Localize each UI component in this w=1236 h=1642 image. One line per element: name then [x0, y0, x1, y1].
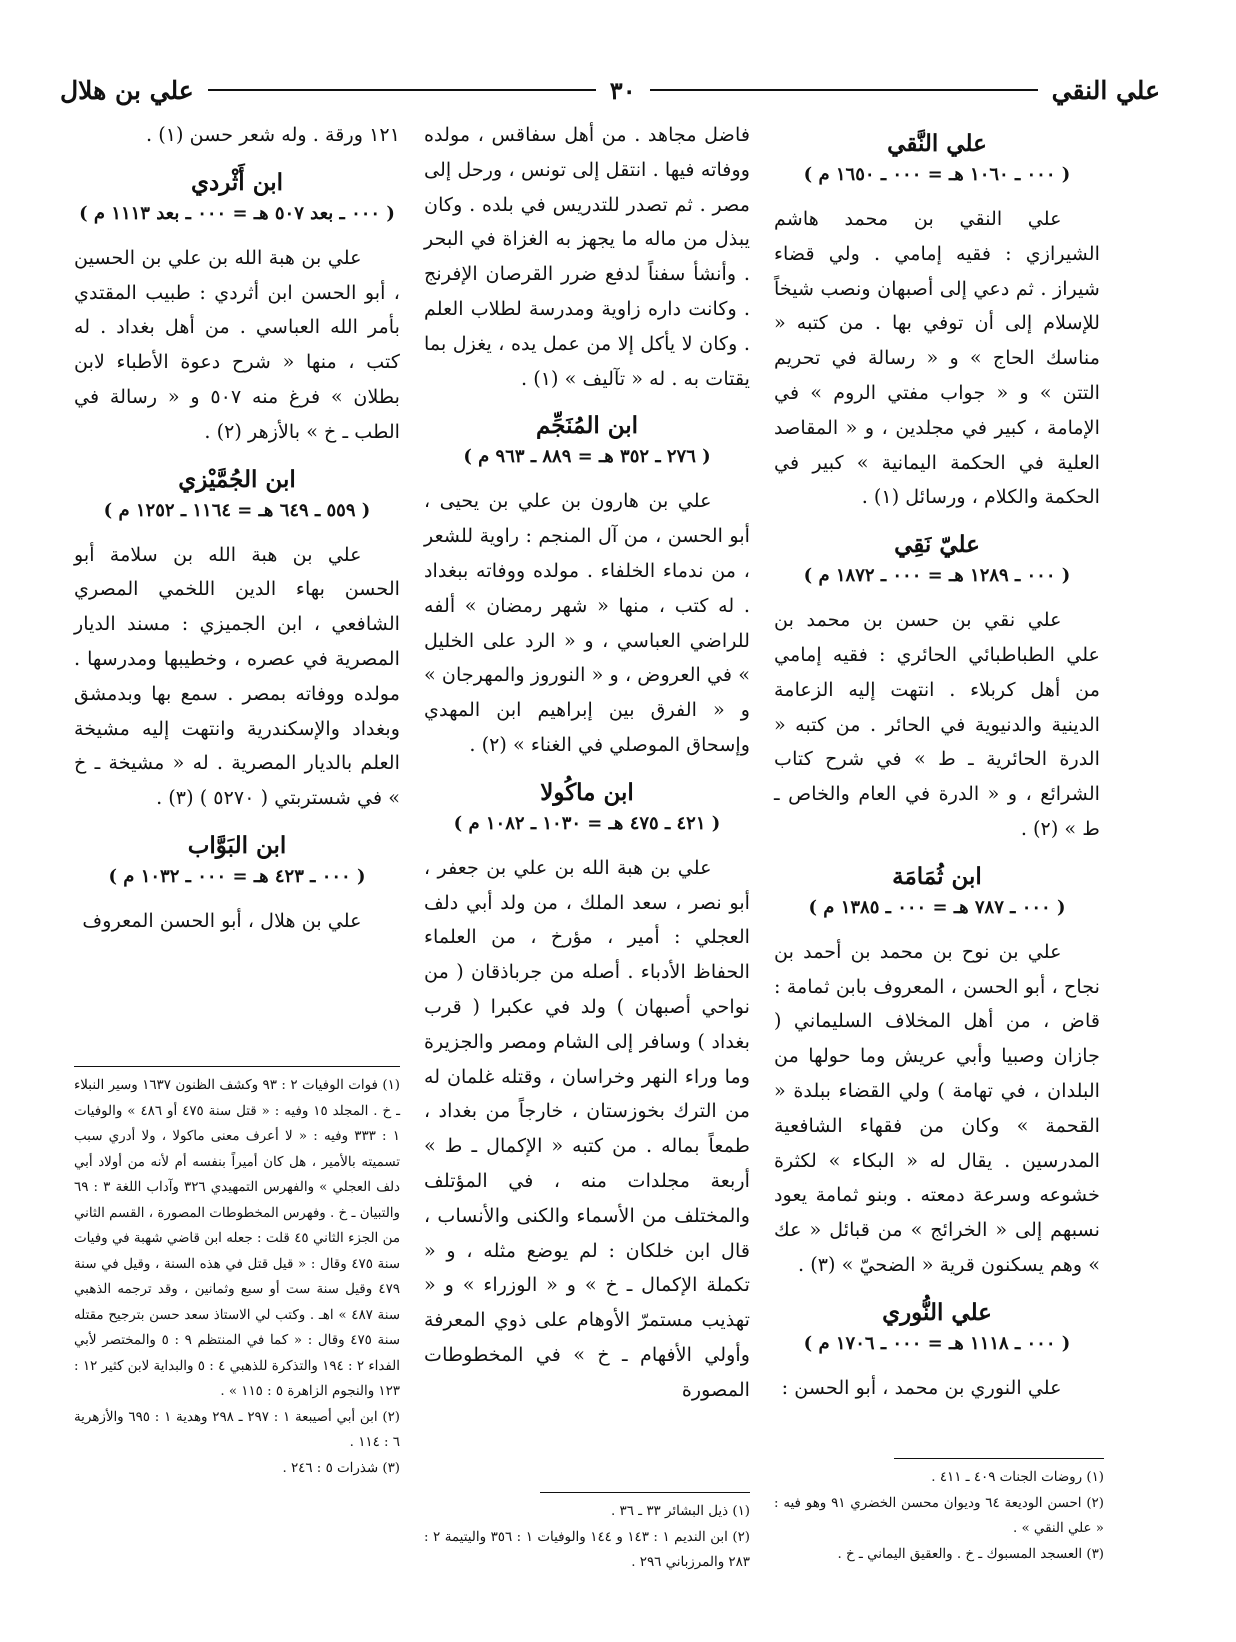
footnote: (٣) العسجد المسبوك ـ خ . والعقيق اليماني ـ خ .: [837, 1546, 1104, 1562]
page-number: ٣٠: [609, 75, 636, 105]
entry-title: ابن ثُمَامَة: [892, 862, 982, 890]
footnote: (١) ذيل البشائر ٣٣ ـ ٣٦ .: [611, 1504, 750, 1519]
entry-title: ابن المُنَجِّم: [535, 412, 639, 440]
entry-text: علي بن هبة الله بن علي بن الحسين ، أبو الحسن ابن أثردي : طبيب المقتدي بأمر الله العباسي . من أهل بغداد . له كتب ، منها « شرح دعوة الأطباء لابن بطلان » فرغ منه ٥٠٧ و « رسالة في الطب ـ خ » بالأزهر (٢) .: [74, 245, 400, 443]
entry-title: علي النَّقي: [887, 130, 987, 157]
entry-dates: ( ٠٠٠ ـ بعد ٥٠٧ هـ = ٠٠٠ ـ بعد ١١١٣ م ): [79, 202, 395, 224]
entry-dates: ( ٥٥٩ ـ ٦٤٩ هـ = ١١٦٤ ـ ١٢٥٢ م ): [103, 499, 371, 521]
footnote: (١) فوات الوفيات ٢ : ٩٣ وكشف الظنون ١٦٣٧ وسير النبلاء ـ خ . المجلد ١٥ وفيه : « قتل سنة ٤٧٥ أو ٤٨٦ » والوفيات ١ : ٣٣٣ وفيه : « لا أعرف معنى ماكولا ، ولا أدري سبب تسميته بالأمير ، هل كان أميراً بنفسه أم لأنه من أولاد أبي دلف العجلي » والفهرس التمهيدي ٣٢٦ وآداب اللغة ٣ : ٦٩ والتبيان ـ خ . وفهرس المخطوطات المصورة ، القسم الثاني من الجزء الثاني ٤٥ قلت : جعله ابن قاضي شهبة في وفيات سنة ٤٧٥ وقال : « قيل قتل في هذه السنة ، وقيل في سنة ٤٧٩ وقيل سنة ست أو سبع وثمانين ، وقد ترجمه الذهبي سنة ٤٨٧ » اهـ . وكتب لي الاستاذ سعد حسن بترجيح مقتله سنة ٤٧٥ وقال : « كما في المنتظم ٩ : ٥ والمختصر لأبي الفداء ٢ : ١٩٤ والتذكرة للذهبي ٤ : ٥ والبداية لابن كثير ١٢ : ١٢٣ والنجوم الزاهرة ٥ : ١١٥ » .: [74, 1078, 401, 1399]
entry-text: علي بن هبة الله بن سلامة أبو الحسن بهاء الدين اللخمي المصري الشافعي ، ابن الجميزي : مسند الديار المصرية في عصره ، وخطيبها ومدرسها . مولده ووفاته بمصر . سمع بها وبدمشق وبغداد والإسكندرية وانتهت إليه مشيخة العلم بالديار المصرية . له « مشيخة ـ خ » في شستربتي ( ٥٢٧٠ ) (٣) .: [74, 542, 400, 810]
footnotes-middle: [424, 1482, 750, 1576]
entry-title: علي النُّوري: [882, 1298, 992, 1326]
entry-dates: ( ٢٧٦ ـ ٣٥٢ هـ = ٨٨٩ ـ ٩٦٣ م ): [463, 446, 711, 468]
entry-dates: ( ٠٠٠ ـ ١١١٨ هـ = ٠٠٠ ـ ١٧٠٦ م ): [803, 1332, 1071, 1354]
entry-dates: ( ٠٠٠ ـ ٤٢٣ هـ = ٠٠٠ ـ ١٠٣٢ م ): [108, 865, 366, 887]
entry-text: علي بن هارون بن علي بن يحيى ، أبو الحسن ، من آل المنجم : راوية للشعر ، من ندماء الخلفاء . مولده ووفاته ببغداد . له كتب ، منها « شهر رمضان » ألفه للراضي العباسي ، و « الرد على الخليل » في العروض ، و « النوروز والمهرجان » و « الفرق بين إبراهيم ابن المهدي وإسحاق الموصلي في الغناء » (٢) .: [424, 489, 750, 756]
header-rule-right: [650, 89, 1038, 91]
entry-continuation: ١٢١ ورقة . وله شعر حسن (١) .: [146, 123, 400, 146]
footnotes-right: [774, 1448, 1104, 1567]
entry-title: عليّ نَقِي: [894, 531, 980, 559]
footnote: (٢) احسن الوديعة ٦٤ وديوان محسن الخضري ٩١ وهو فيه : « علي النقي » .: [774, 1495, 1104, 1536]
header-rule-left: [208, 89, 596, 91]
entry-dates: ( ٠٠٠ ـ ١٢٨٩ هـ = ٠٠٠ ـ ١٨٧٢ م ): [803, 565, 1071, 587]
left-column: [74, 118, 400, 953]
footnote-divider: [74, 1066, 400, 1067]
footnote: (١) روضات الجنات ٤٠٩ ـ ٤١١ .: [931, 1470, 1104, 1485]
right-column: [774, 118, 1100, 1420]
entry-dates: ( ٠٠٠ ـ ١٠٦٠ هـ = ٠٠٠ ـ ١٦٥٠ م ): [803, 164, 1071, 185]
entry-title: ابن البَوَّاب: [187, 831, 287, 859]
middle-column: [424, 118, 750, 1422]
entry-title: ابن ماكُولا: [540, 778, 634, 806]
footnote: (٢) ابن أبي أصيبعة ١ : ٢٩٧ ـ ٢٩٨ وهدية ١ : ٦٩٥ والأزهرية ٦ : ١١٤ .: [74, 1409, 401, 1450]
header-right-title: علي النقي: [1051, 75, 1160, 105]
header-left-title: علي بن هلال: [60, 75, 194, 105]
entry-continuation: فاضل مجاهد . من أهل سفاقس ، مولده ووفاته فيها . انتقل إلى تونس ، ورحل إلى مصر . ثم تصدر للتدريس في بلده . وكان يبذل من ماله ما يجهز به الغزاة في البحر . وأنشأ سفناً لدفع ضرر القرصان الإفرنج . وكانت داره زاوية ومدرسة لطلاب العلم . وكان لا يأكل إلا من عمل يده ، يغزل بما يقتات به . له « تآليف » (١) .: [424, 123, 750, 390]
footnotes-left: [74, 1056, 400, 1481]
entry-text: علي بن نوح بن محمد بن أحمد بن نجاح ، أبو الحسن ، المعروف بابن ثمامة : قاض ، من أهل المخلاف السليماني ( جازان وصبيا وأبي عريش وما حولها من البلدان ، في تهامة ) ولي القضاء ببلدة « القحمة » وكان من فقهاء الشافعية المدرسين . يقال له « البكاء » لكثرة خشوعه وسرعة دمعته . وبنو ثمامة يعود نسبهم إلى « الخرائج » من قبائل « عك » وهم يسكنون قرية « الضحيّ » (٣) .: [774, 939, 1100, 1276]
entry-dates: ( ٠٠٠ ـ ٧٨٧ هـ = ٠٠٠ ـ ١٣٨٥ م ): [808, 896, 1066, 918]
running-header: [60, 68, 1160, 112]
entry-dates: ( ٤٢١ ـ ٤٧٥ هـ = ١٠٣٠ ـ ١٠٨٢ م ): [453, 812, 721, 834]
entry-text: علي نقي بن حسن بن محمد بن علي الطباطبائي الحائري : فقيه إمامي من أهل كربلاء . انتهت إليه الزعامة الدينية والدنيوية في الحائر . من كتبه « الدرة الحائرية ـ ط » في شرح كتاب الشرائع ، و « الدرة في العام والخاص ـ ط » (٢) .: [774, 608, 1100, 840]
entry-title: ابن أَثْردي: [190, 168, 284, 196]
entry-text: علي بن هبة الله بن علي بن جعفر ، أبو نصر ، سعد الملك ، من ولد أبي دلف العجلي : أمير ، مؤرخ ، من العلماء الحفاظ الأدباء . أصله من جرباذقان ( من نواحي أصبهان ) ولد في عكبرا ( قرب بغداد ) وسافر إلى الشام ومصر والجزيرة وما وراء النهر وخراسان ، وقتله غلمان له من الترك بخوزستان ، خارجاً من بغداد ، طمعاً بماله . من كتبه « الإكمال ـ ط » أربعة مجلدات منه ، في المؤتلف والمختلف من الأسماء والكنى والأنساب ، قال ابن خلكان : لم يوضع مثله ، و « تكملة الإكمال ـ خ » و « الوزراء » و « تهذيب مستمرّ الأوهام على ذوي المعرفة وأولي الأفهام ـ خ » في المخطوطات المصورة: [424, 855, 750, 1401]
entry-text: علي بن هلال ، أبو الحسن المعروف: [82, 908, 362, 932]
footnote-divider: [894, 1458, 1104, 1459]
entry-title: ابن الجُمَّيْزي: [178, 465, 296, 493]
footnote: (٣) شذرات ٥ : ٢٤٦ .: [282, 1460, 400, 1476]
footnote-divider: [540, 1492, 750, 1493]
footnote: (٢) ابن النديم ١ : ١٤٣ و ١٤٤ والوفيات ١ : ٣٥٦ واليتيمة ٢ : ٢٨٣ والمرزباني ٢٩٦ .: [424, 1529, 751, 1570]
entry-text: علي النقي بن محمد هاشم الشيرازي : فقيه إمامي . ولي قضاء شيراز . ثم دعي إلى أصبهان ونصب شيخاً للإسلام إلى أن توفي بها . من كتبه « مناسك الحاج » و « رسالة في تحريم التتن » و « جواب مفتي الروم » في الإمامة ، كبير في مجلدين ، و « المقاصد العلية في الحكمة اليمانية » كبير في الحكمة والكلام ، ورسائل (١) .: [774, 207, 1100, 509]
entry-text: علي النوري بن محمد ، أبو الحسن :: [781, 1375, 1062, 1399]
